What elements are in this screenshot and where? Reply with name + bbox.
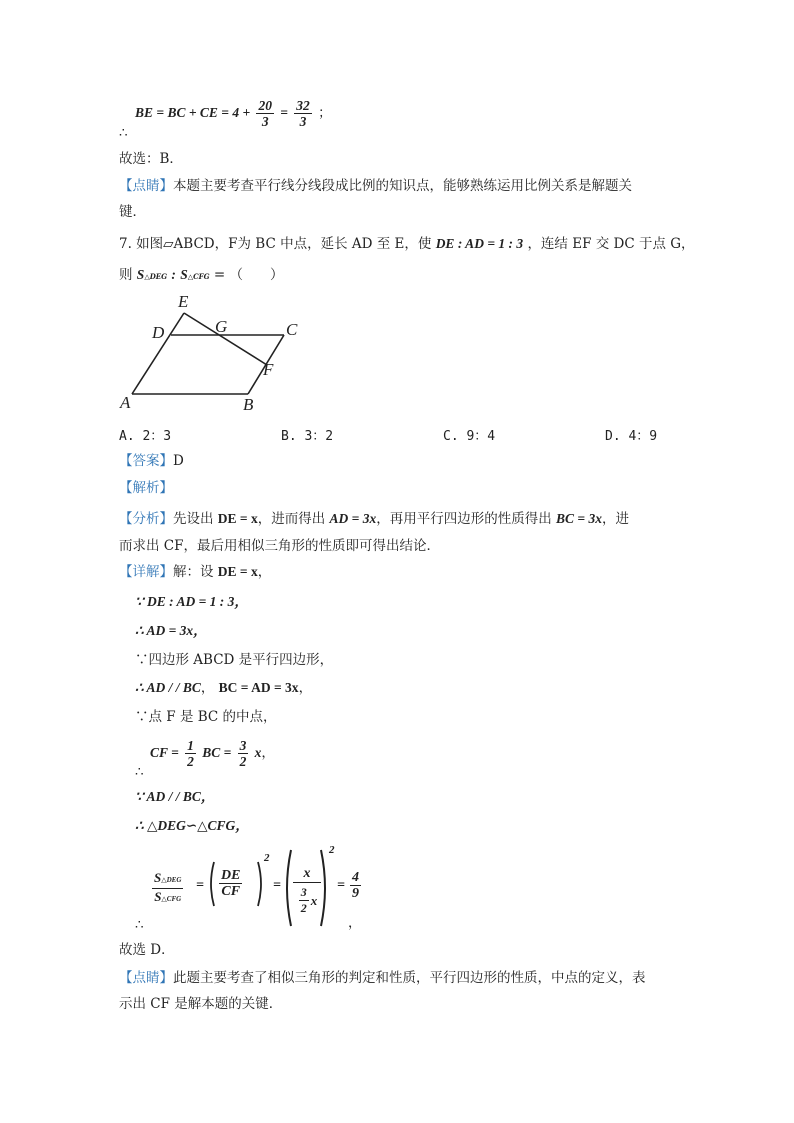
dianjing-1: 【点睛】本题主要考查平行线分线段成比例的知识点，能够熟练运用比例关系是解题关 bbox=[119, 178, 632, 194]
label-f: F bbox=[263, 360, 274, 379]
parallelogram-figure bbox=[112, 292, 312, 417]
step-4: ∴ AD / / BC， BC = AD = 3x， bbox=[135, 680, 313, 696]
label-c: C bbox=[286, 320, 298, 339]
four-ninths-fraction: $\frac{4}{9}$ bbox=[352, 870, 359, 901]
choice-d: D. 4：9 bbox=[605, 429, 658, 444]
three-halves-fraction: $\frac{3}{2}$ bbox=[300, 885, 307, 915]
de-cf-fraction: $\frac{DE}{CF}$ bbox=[221, 868, 241, 899]
step-5: ∵点 F 是 BC 的中点， bbox=[135, 709, 277, 725]
label-d: D bbox=[152, 323, 165, 342]
be-equation: BE = BC + CE = 4 + $\frac{20}{3}$ = $\frac{32}{3}$ ； bbox=[135, 98, 332, 129]
step-6: CF = $\frac{1}{2}$ BC = $\frac{3}{2}$ x， bbox=[150, 738, 275, 769]
choice-b: B. 3：2 bbox=[281, 429, 334, 444]
fenxi: 【分析】先设出 DE = x，进而得出 AD = 3x，再用平行四边形的性质得出 BC = 3x，进 bbox=[119, 511, 629, 527]
fraction-3-2: $\frac{3}{2}$ bbox=[239, 738, 247, 769]
question-7-line-2: 则 S△DEG : S△CFG = （ ） bbox=[119, 267, 284, 283]
step-9-end: ， bbox=[348, 915, 362, 931]
step-8: ∴ △DEG∽△CFG， bbox=[135, 818, 249, 833]
step-1: ∵ DE : AD = 1 : 3， bbox=[135, 594, 248, 609]
jiexi-heading: 【解析】 bbox=[119, 480, 173, 496]
fenxi-cont: 而求出 CF，最后用相似三角形的性质即可得出结论． bbox=[119, 538, 440, 554]
choose-b: 故选：B． bbox=[119, 151, 183, 167]
step-7: ∵ AD / / BC， bbox=[135, 789, 215, 804]
ratio-equation: $\frac{\text{S△DEG}}{\text{S△CFG}}$ = $\frac{DE}{CF}$ 2 = x $\frac{3}{2}$ x 2 = $\frac{4}{9}$ bbox=[150, 848, 370, 928]
label-b: B bbox=[243, 395, 254, 414]
area-ratio-fraction: $\frac{\text{S△DEG}}{\text{S△CFG}}$ bbox=[154, 870, 182, 904]
dianjing-2: 【点睛】此题主要考查了相似三角形的判定和性质，平行四边形的性质，中点的定义，表 bbox=[119, 970, 646, 986]
fraction-1-2: $\frac{1}{2}$ bbox=[187, 738, 194, 769]
therefore-symbol: ∴ bbox=[119, 125, 128, 141]
choice-c: C. 9：4 bbox=[443, 429, 496, 444]
xiangjie: 【详解】解：设 DE = x， bbox=[119, 564, 272, 580]
step-6-therefore: ∴ bbox=[135, 764, 144, 780]
dianjing-1-cont: 键． bbox=[119, 204, 146, 220]
step-9-therefore: ∴ bbox=[135, 917, 144, 933]
question-7-line-1: 7. 如图▱ABCD，F为 BC 中点，延长 AD 至 E，使 DE : AD = 1 : 3 ，连结 EF 交 DC 于点 G， bbox=[119, 236, 695, 252]
fraction-32-3: $\frac{32}{3}$ bbox=[296, 98, 310, 129]
label-a: A bbox=[120, 393, 131, 412]
dianjing-2-cont: 示出 CF 是解本题的关键． bbox=[119, 996, 283, 1012]
choice-a: A. 2：3 bbox=[119, 429, 172, 444]
label-e: E bbox=[178, 292, 189, 311]
step-2: ∴ AD = 3x， bbox=[135, 623, 207, 638]
label-g: G bbox=[215, 317, 228, 336]
answer: 【答案】D bbox=[119, 453, 184, 469]
fraction-20-3: $\frac{20}{3}$ bbox=[258, 98, 272, 129]
step-3: ∵四边形 ABCD 是平行四边形， bbox=[135, 652, 334, 668]
choose-d: 故选 D． bbox=[119, 942, 175, 958]
